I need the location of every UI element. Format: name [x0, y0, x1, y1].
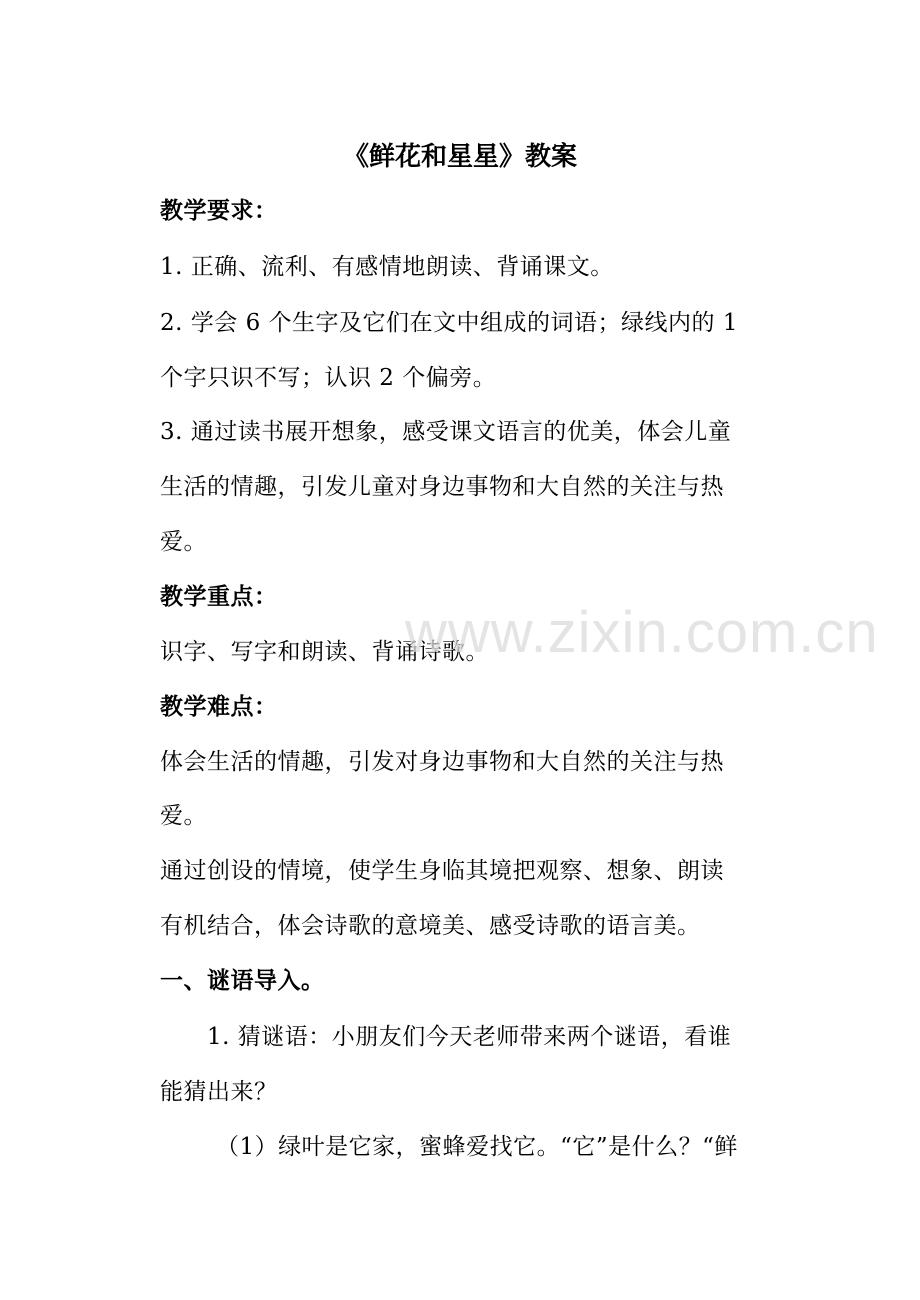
difficulties-text-1-line-1: 体会生活的情趣，引发对身边事物和大自然的关注与热: [160, 749, 724, 775]
difficulties-text-1-line-2: 爱。: [160, 803, 207, 829]
requirement-item-3-line-2: 生活的情趣，引发儿童对身边事物和大自然的关注与热: [160, 474, 724, 500]
document-title: 《鲜花和星星》教案: [342, 142, 577, 172]
difficulties-text-2-line-2: 有机结合，体会诗歌的意境美、感受诗歌的语言美。: [160, 913, 701, 939]
section-1-step-1-line-2: 能猜出来？: [160, 1079, 278, 1105]
key-points-heading: 教学重点：: [160, 584, 278, 610]
section-1-riddle-1: （1）绿叶是它家，蜜蜂爱找它。“它”是什么？“鲜: [216, 1134, 738, 1160]
requirement-item-3-line-1: 3. 通过读书展开想象，感受课文语言的优美，体会儿童: [160, 419, 732, 445]
section-1-step-1-line-1: 1. 猜谜语：小朋友们今天老师带来两个谜语，看谁: [207, 1024, 732, 1050]
requirements-heading: 教学要求：: [160, 198, 278, 224]
requirement-item-2-line-2: 个字只识不写；认识 2 个偏旁。: [160, 365, 497, 391]
section-1-heading: 一、谜语导入。: [160, 968, 325, 994]
key-points-text: 识字、写字和朗读、背诵诗歌。: [160, 639, 489, 665]
watermark-text: www.zixin.com.cn: [405, 600, 879, 665]
requirement-item-3-line-3: 爱。: [160, 529, 207, 555]
requirement-item-1: 1. 正确、流利、有感情地朗读、背诵课文。: [160, 254, 614, 280]
difficulties-text-2-line-1: 通过创设的情境，使学生身临其境把观察、想象、朗读: [160, 858, 724, 884]
requirement-item-2-line-1: 2. 学会 6 个生字及它们在文中组成的词语；绿线内的 1: [160, 310, 738, 336]
difficulties-heading: 教学难点：: [160, 694, 278, 720]
